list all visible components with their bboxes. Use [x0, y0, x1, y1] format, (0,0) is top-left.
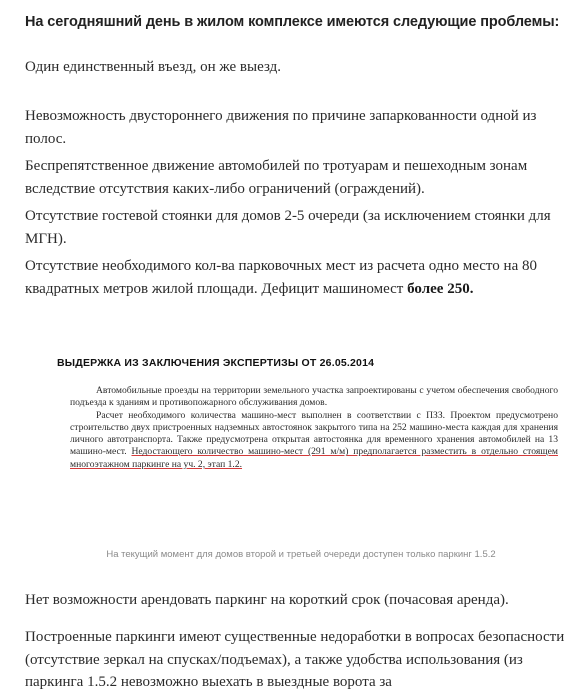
- problem-parking-deficit: [25, 255, 573, 300]
- problem-two-way-traffic: Невозможность двустороннего движения по причине запаркованности одной из полос.: [25, 108, 537, 147]
- excerpt-paragraph-1: Автомобильные проезды на территории земельного участка запроектированы с учетом обеспечения свободного подъезда к зданиям и противопожарного обслуживания домов.: [70, 385, 558, 409]
- problem-sidewalk-traffic: Беспрепятственное движение автомобилей по тротуарам и пешеходным зонам вследствие отсутствия каких-либо ограничений (ограждений).: [25, 158, 528, 197]
- excerpt-title: ВЫДЕРЖКА ИЗ ЗАКЛЮЧЕНИЯ ЭКСПЕРТИЗЫ ОТ 26.05.2014: [57, 357, 375, 369]
- expertise-excerpt-image: [25, 347, 577, 537]
- excerpt-paragraph-2: [70, 410, 558, 471]
- problem-short-term-rent: Нет возможности арендовать паркинг на короткий срок (почасовая аренда).: [25, 592, 509, 608]
- excerpt-underlined-text: Недостающего количество машино-мест (291 м/м) предполагается разместить в отдельно стоящем многоэтажном паркинге на уч. 2, этап 1.2.: [70, 446, 558, 470]
- excerpt-paragraph-2-text: Расчет необходимого количества машино-мест выполнен в соответствии с ПЗЗ. Проектом предусмотрено строительство двух пристроенных надземных автостоянок закрытого типа на 252 машино-места каждая для хранения личного автотранспорта. Также предусмотрена открытая автостоянка для временного хранения автомобилей на 13 машино-мест.: [70, 409, 558, 458]
- problems-heading: На сегодняшний день в жилом комплексе имеются следующие проблемы:: [25, 14, 560, 30]
- problem-single-entrance: Один единственный въезд, он же выезд.: [25, 59, 281, 75]
- image-caption: На текущий момент для домов второй и третьей очереди доступен только паркинг 1.5.2: [106, 549, 496, 560]
- problem-guest-parking: Отсутствие гостевой стоянки для домов 2-5 очереди (за исключением стоянки для МГН).: [25, 208, 551, 247]
- excerpt-body: [70, 385, 558, 471]
- parking-deficit-number: более 250.: [407, 280, 474, 297]
- problem-parking-safety: Построенные паркинги имеют существенные недоработки в вопросах безопасности (отсутствие зеркал на спусках/подъемах), а также удобства использования (из паркинга 1.5.2 невозможно выехать в выездные ворота за: [25, 629, 565, 690]
- parking-deficit-text: Отсутствие необходимого кол-ва парковочных мест из расчета одно место на 80 квадратных метров жилой площади. Дефицит машиномест: [25, 258, 537, 297]
